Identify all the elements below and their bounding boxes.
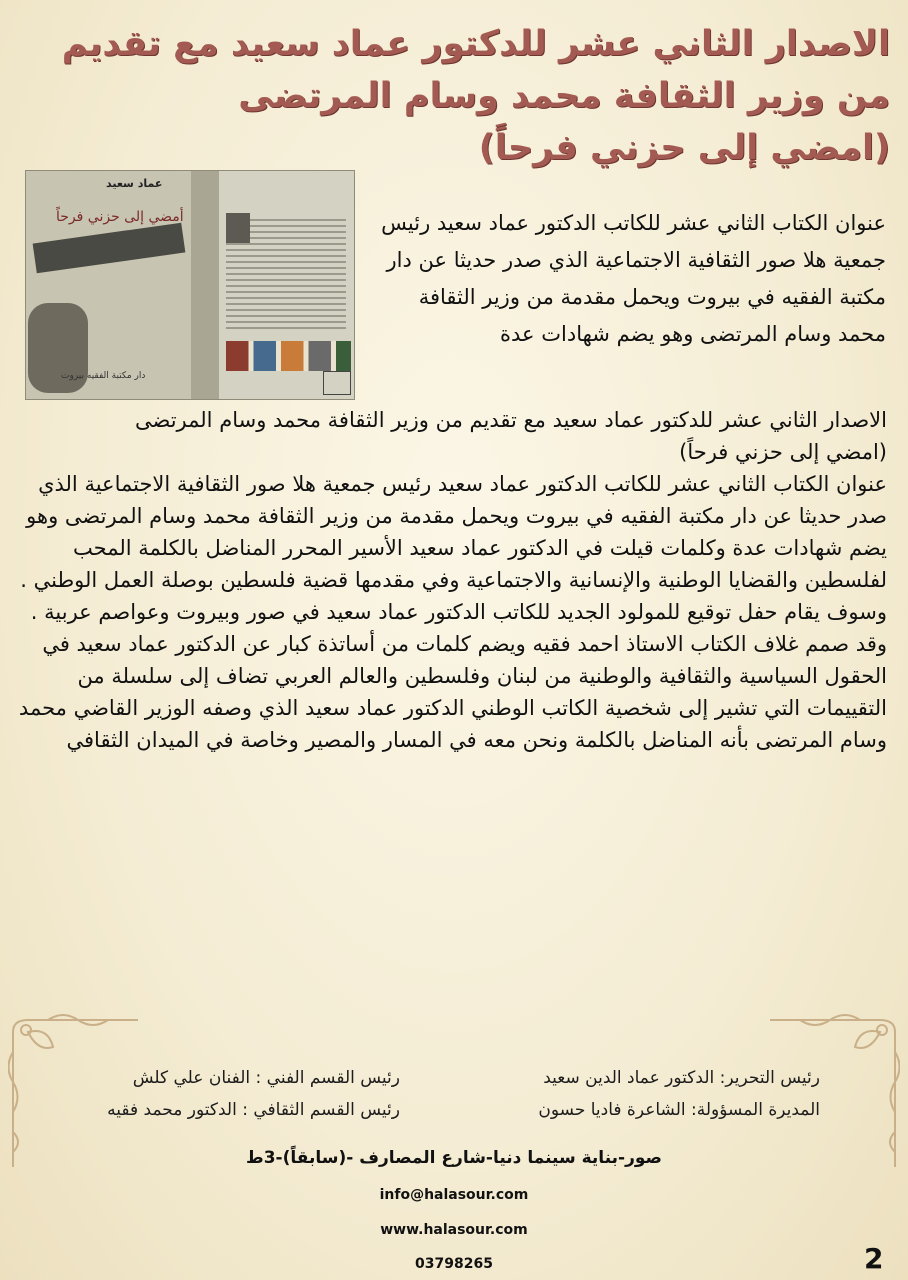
address: صور-بناية سينما دنيا-شارع المصارف -(سابقاً)-3ط bbox=[246, 1148, 662, 1168]
body-paragraph-2: (امضي إلى حزني فرحاً) bbox=[679, 440, 887, 464]
phone-number: 03798265 bbox=[415, 1256, 493, 1272]
cover-spine bbox=[191, 171, 219, 399]
book-cover-image bbox=[25, 170, 355, 400]
cover-author-photo bbox=[226, 213, 250, 243]
intro-paragraph: عنوان الكتاب الثاني عشر للكاتب الدكتور عماد سعيد رئيس جمعية هلا صور الثقافية الاجتماعية الذي صدر حديثا عن دار مكتبة الفقيه في بيروت ويحمل مقدمة من وزير الثقافة محمد وسام المرتضى وهو يضم شهادات عدة bbox=[381, 211, 886, 346]
publisher-logo-icon bbox=[323, 371, 351, 395]
cover-publisher: دار مكتبة الفقيه بيروت bbox=[61, 371, 146, 381]
culture-section-head: رئيس القسم الثقافي : الدكتور محمد فقيه bbox=[107, 1100, 400, 1120]
website-link[interactable]: www.halasour.com bbox=[380, 1222, 528, 1238]
editor-in-chief: رئيس التحرير: الدكتور عماد الدين سعيد bbox=[543, 1068, 820, 1088]
cover-book-thumbnails bbox=[226, 341, 351, 371]
body-paragraph-1: الاصدار الثاني عشر للدكتور عماد سعيد مع تقديم من وزير الثقافة محمد وسام المرتضى bbox=[135, 408, 887, 432]
email-link[interactable]: info@halasour.com bbox=[379, 1187, 529, 1203]
article-body bbox=[12, 404, 887, 756]
body-paragraph-5: وقد صمم غلاف الكتاب الاستاذ احمد فقيه ويضم كلمات من أساتذة كبار عن الدكتور عماد سعيد في الحقول السياسية والثقافية والوطنية من لبنان وفلسطين والعالم العربي تضاف إلى سلسلة من التقييمات التي تشير إلى شخصية الكاتب الوطني الدكتور عماد سعيد الذي وصفه الوزير القاضي محمد وسام المرتضى بأنه المناضل بالكلمة ونحن معه في المسار والمصير وخاصة في الميدان الثقافي bbox=[18, 632, 887, 752]
art-section-head: رئيس القسم الفني : الفنان علي كلش bbox=[132, 1068, 400, 1088]
body-paragraph-3: عنوان الكتاب الثاني عشر للكاتب الدكتور عماد سعيد رئيس جمعية هلا صور الثقافية الاجتماعية الذي صدر حديثا عن دار مكتبة الفقيه في بيروت ويحمل مقدمة من وزير الثقافة محمد وسام المرتضى وهو يضم شهادات عدة وكلمات قيلت في الدكتور عماد سعيد الأسير المحرر المناضل بالكلمة المحب لفلسطين والقضايا الوطنية والإنسانية والاجتماعية وفي مقدمها قضية فلسطين بوصلة العمل الوطني . bbox=[20, 472, 887, 592]
page-title bbox=[30, 18, 890, 174]
managing-editor: المديرة المسؤولة: الشاعرة فاديا حسون bbox=[538, 1100, 820, 1120]
page-number: 2 bbox=[864, 1242, 884, 1275]
cover-author: عماد سعيد bbox=[106, 177, 163, 190]
title-line-1: الاصدار الثاني عشر للدكتور عماد سعيد مع تقديم bbox=[61, 24, 890, 64]
body-paragraph-4: وسوف يقام حفل توقيع للمولود الجديد للكاتب الدكتور عماد سعيد في صور وبيروت وعواصم عربية . bbox=[30, 600, 887, 624]
cover-book-title: أمضي إلى حزني فرحاً bbox=[56, 209, 184, 225]
title-line-2: من وزير الثقافة محمد وسام المرتضى bbox=[238, 76, 890, 116]
title-line-3: (امضي إلى حزني فرحاً) bbox=[478, 128, 890, 168]
